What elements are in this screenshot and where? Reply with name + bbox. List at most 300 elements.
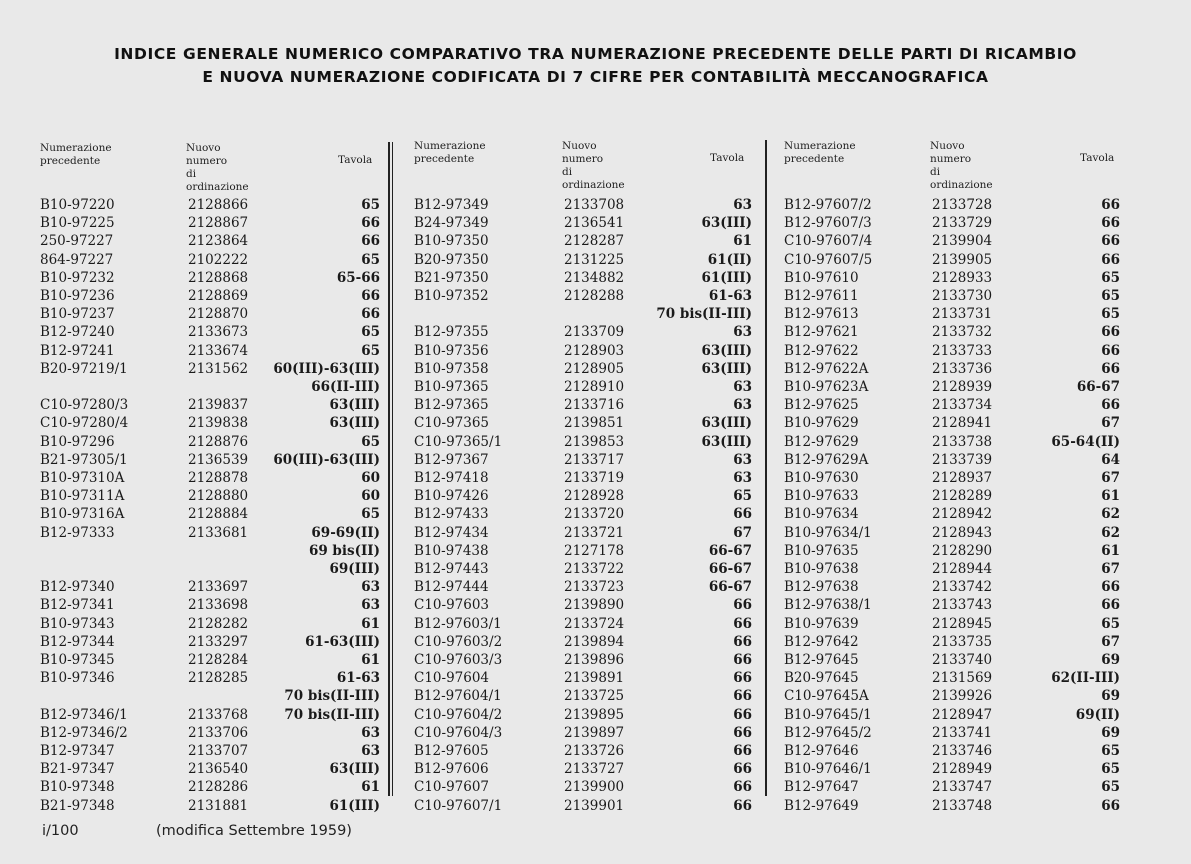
tavola-value: 63 (733, 451, 752, 468)
new-order-number: 2133721 (564, 524, 625, 541)
previous-number: B12-97605 (414, 743, 489, 759)
tavola-value: 63(III) (329, 397, 380, 414)
tavola-value: 63(III) (701, 415, 752, 432)
previous-number: B10-97236 (40, 288, 115, 304)
new-order-number: 2133733 (932, 342, 993, 359)
previous-number: C10-97607/4 (784, 233, 873, 250)
tavola-value: 63 (733, 324, 752, 341)
tavola-value: 66 (733, 761, 752, 778)
tavola-value: 63 (733, 197, 752, 213)
previous-number: B10-97426 (414, 488, 489, 505)
new-order-number: 2133706 (188, 724, 249, 741)
tavola-value: 66-67 (1076, 379, 1120, 395)
new-order-number: 2133723 (564, 579, 625, 596)
tavola-value: 65 (361, 342, 380, 359)
index-row (414, 596, 752, 614)
tavola-value: 61(III) (701, 269, 752, 286)
tavola-value: 66 (733, 633, 752, 650)
header-tavola: Tavola (1080, 152, 1115, 164)
previous-number: B12-97606 (414, 761, 489, 778)
page-number: i/100 (42, 823, 79, 839)
index-row (784, 214, 1120, 232)
new-order-number: 2133731 (932, 306, 993, 323)
new-order-number: 2128933 (932, 269, 993, 286)
index-row (784, 305, 1120, 323)
index-row (40, 251, 380, 269)
index-row (784, 797, 1120, 815)
previous-number: B12-97340 (40, 579, 115, 596)
tavola-value: 63 (733, 379, 752, 395)
tavola-value: 62 (1101, 524, 1120, 541)
new-order-number: 2133768 (188, 706, 249, 723)
new-order-number: 2128289 (932, 488, 993, 505)
tavola-value: 61-63 (336, 670, 380, 687)
index-row (784, 487, 1120, 505)
tavola-value: 61 (1101, 488, 1120, 505)
new-order-number: 2128866 (188, 197, 249, 213)
previous-number: 250-97227 (40, 233, 114, 250)
tavola-value: 67 (733, 524, 752, 541)
tavola-value: 60 (361, 470, 380, 486)
page-title-line-2: E NUOVA NUMERAZIONE CODIFICATA DI 7 CIFRE PER CONTABILITÀ MECCANOGRAFICA (202, 68, 989, 86)
previous-number: B20-97350 (414, 251, 489, 268)
new-order-number: 2128943 (932, 524, 993, 541)
index-row (414, 778, 752, 796)
index-row (414, 633, 752, 651)
index-row (414, 578, 752, 596)
tavola-value: 66 (1101, 579, 1120, 596)
tavola-value: 63 (361, 579, 380, 596)
new-order-number: 2128941 (932, 415, 993, 432)
previous-number: B20-97219/1 (40, 360, 128, 377)
tavola-value: 61(II) (707, 251, 752, 268)
header-tavola: Tavola (338, 154, 373, 166)
previous-number: B10-97225 (40, 215, 115, 232)
new-order-number: 2134882 (564, 269, 625, 286)
header-previous-numbering: Numerazione precedente (40, 142, 112, 167)
tavola-value: 61 (361, 615, 380, 632)
new-order-number: 2102222 (188, 251, 249, 268)
tavola-value: 64 (1101, 451, 1120, 468)
tavola-value: 66-67 (708, 579, 752, 596)
tavola-value: 66 (733, 706, 752, 723)
tavola-value: 65-64(II) (1051, 433, 1120, 450)
new-order-number: 2133738 (932, 433, 993, 450)
tavola-value: 69-69(II) (311, 524, 380, 541)
previous-number: B10-97350 (414, 233, 489, 250)
index-row (784, 505, 1120, 523)
new-order-number: 2139853 (564, 433, 625, 450)
previous-number: B10-97310A (40, 470, 125, 486)
new-order-number: 2128903 (564, 342, 625, 359)
previous-number: B10-97232 (40, 269, 115, 286)
new-order-number: 2133697 (188, 579, 249, 596)
new-order-number: 2128869 (188, 288, 249, 304)
previous-number: B10-97237 (40, 306, 115, 323)
index-row (40, 615, 380, 633)
new-order-number: 2133727 (564, 761, 625, 778)
tavola-value: 61 (733, 233, 752, 250)
index-row (784, 669, 1120, 687)
tavola-value: 65 (361, 197, 380, 213)
previous-number: B12-97349 (414, 197, 489, 213)
tavola-value: 66 (1101, 197, 1120, 213)
index-row (414, 487, 752, 505)
tavola-value: 67 (1101, 633, 1120, 650)
tavola-value: 66 (361, 215, 380, 232)
index-row (414, 378, 752, 396)
previous-number: B12-97346/1 (40, 706, 128, 723)
previous-number: B21-97348 (40, 797, 115, 814)
tavola-value: 60 (361, 488, 380, 505)
tavola-value: 61 (361, 779, 380, 796)
tavola-value: 66 (733, 779, 752, 796)
new-order-number: 2128284 (188, 652, 249, 668)
tavola-value: 63(III) (701, 215, 752, 232)
index-row (40, 323, 380, 341)
previous-number: B10-97645/1 (784, 706, 872, 723)
previous-number: B12-97645 (784, 652, 859, 668)
previous-number: B10-97639 (784, 615, 859, 632)
new-order-number: 2139891 (564, 670, 625, 687)
tavola-value: 66-67 (708, 561, 752, 577)
index-row (784, 615, 1120, 633)
index-row (784, 433, 1120, 451)
tavola-value: 66 (733, 615, 752, 632)
tavola-value: 66 (1101, 360, 1120, 377)
previous-number: B12-97642 (784, 633, 859, 650)
previous-number: B24-97349 (414, 215, 489, 232)
new-order-number: 2133747 (932, 779, 993, 796)
tavola-value: 66 (361, 233, 380, 250)
column-divider-2 (765, 140, 767, 796)
index-row (40, 542, 380, 560)
header-new-order-number: Nuovo numero di ordinazione (186, 142, 249, 193)
index-row (784, 342, 1120, 360)
previous-number: B12-97622A (784, 360, 869, 377)
previous-number: B10-97629 (784, 415, 859, 432)
new-order-number: 2133708 (564, 197, 625, 213)
new-order-number: 2128878 (188, 470, 249, 486)
index-row (784, 414, 1120, 432)
index-row (784, 323, 1120, 341)
tavola-value: 67 (1101, 561, 1120, 577)
index-row (40, 687, 380, 705)
new-order-number: 2133742 (932, 579, 993, 596)
new-order-number: 2139890 (564, 597, 625, 614)
index-row (414, 232, 752, 250)
previous-number: B10-97316A (40, 506, 125, 523)
previous-number: B10-97634 (784, 506, 859, 523)
new-order-number: 2133746 (932, 743, 993, 759)
new-order-number: 2133732 (932, 324, 993, 341)
index-row (40, 760, 380, 778)
tavola-value: 66 (1101, 342, 1120, 359)
new-order-number: 2128944 (932, 561, 993, 577)
new-order-number: 2133740 (932, 652, 993, 668)
index-row (784, 251, 1120, 269)
new-order-number: 2139837 (188, 397, 249, 414)
tavola-value: 65 (1101, 288, 1120, 304)
new-order-number: 2136540 (188, 761, 249, 778)
tavola-value: 63(III) (701, 342, 752, 359)
index-row (784, 724, 1120, 742)
new-order-number: 2133748 (932, 797, 993, 814)
tavola-value: 66 (361, 288, 380, 304)
header-previous-numbering: Numerazione precedente (784, 140, 856, 165)
new-order-number: 2127178 (564, 542, 625, 559)
previous-number: B12-97333 (40, 524, 115, 541)
previous-number: B10-97438 (414, 542, 489, 559)
previous-number: B10-97638 (784, 561, 859, 577)
previous-number: B10-97356 (414, 342, 489, 359)
previous-number: B10-97365 (414, 379, 489, 395)
index-row (414, 451, 752, 469)
previous-number: B12-97649 (784, 797, 859, 814)
tavola-value: 63 (733, 470, 752, 486)
index-row (784, 196, 1120, 214)
tavola-value: 66 (733, 652, 752, 668)
index-row (40, 196, 380, 214)
previous-number: B10-97633 (784, 488, 859, 505)
new-order-number: 2139905 (932, 251, 993, 268)
tavola-value: 63 (361, 724, 380, 741)
new-order-number: 2133724 (564, 615, 625, 632)
index-row (414, 542, 752, 560)
previous-number: C10-97365 (414, 415, 490, 432)
tavola-value: 66 (733, 797, 752, 814)
new-order-number: 2133726 (564, 743, 625, 759)
previous-number: B12-97638 (784, 579, 859, 596)
new-order-number: 2131225 (564, 251, 625, 268)
new-order-number: 2133716 (564, 397, 625, 414)
previous-number: C10-97365/1 (414, 433, 503, 450)
index-row (784, 232, 1120, 250)
previous-number: C10-97280/4 (40, 415, 129, 432)
tavola-value: 61-63 (708, 288, 752, 304)
index-row (784, 633, 1120, 651)
new-order-number: 2133743 (932, 597, 993, 614)
new-order-number: 2139851 (564, 415, 625, 432)
previous-number: B12-97444 (414, 579, 489, 596)
tavola-value: 65 (361, 433, 380, 450)
header-previous-numbering: Numerazione precedente (414, 140, 486, 165)
new-order-number: 2136539 (188, 451, 249, 468)
index-row (784, 469, 1120, 487)
header-tavola: Tavola (710, 152, 745, 164)
index-row (784, 706, 1120, 724)
tavola-value: 65 (361, 506, 380, 523)
previous-number: B10-97358 (414, 360, 489, 377)
previous-number: B12-97344 (40, 633, 115, 650)
index-row (40, 414, 380, 432)
index-row (414, 360, 752, 378)
header-new-order-number: Nuovo numero di ordinazione (562, 140, 625, 191)
new-order-number: 2139900 (564, 779, 625, 796)
tavola-value: 61 (361, 652, 380, 668)
previous-number: B12-97603/1 (414, 615, 502, 632)
index-row (784, 396, 1120, 414)
tavola-value: 66 (361, 306, 380, 323)
tavola-value: 63 (361, 597, 380, 614)
new-order-number: 2139894 (564, 633, 625, 650)
new-order-number: 2133673 (188, 324, 249, 341)
tavola-value: 70 bis(II-III) (656, 306, 752, 323)
index-row (414, 396, 752, 414)
index-row (784, 651, 1120, 669)
index-row (784, 360, 1120, 378)
index-row (414, 414, 752, 432)
previous-number: B10-97311A (40, 488, 125, 505)
new-order-number: 2139838 (188, 415, 249, 432)
previous-number: B10-97623A (784, 379, 869, 395)
index-row (414, 505, 752, 523)
index-row (414, 196, 752, 214)
index-row (414, 524, 752, 542)
previous-number: C10-97607 (414, 779, 490, 796)
new-order-number: 2133698 (188, 597, 249, 614)
previous-number: B10-97345 (40, 652, 115, 668)
tavola-value: 63(III) (701, 433, 752, 450)
tavola-value: 63 (733, 397, 752, 414)
previous-number: B21-97350 (414, 269, 489, 286)
new-order-number: 2128949 (932, 761, 993, 778)
index-row (414, 323, 752, 341)
previous-number: B21-97347 (40, 761, 115, 778)
previous-number: B12-97647 (784, 779, 859, 796)
index-row (40, 451, 380, 469)
index-row (414, 560, 752, 578)
index-row (414, 469, 752, 487)
previous-number: B10-97296 (40, 433, 115, 450)
tavola-value: 67 (1101, 470, 1120, 486)
new-order-number: 2133719 (564, 470, 625, 486)
tavola-value: 66 (1101, 797, 1120, 814)
index-row (414, 706, 752, 724)
column-divider-1b (392, 142, 393, 796)
tavola-value: 65 (1101, 306, 1120, 323)
index-row (414, 724, 752, 742)
new-order-number: 2131569 (932, 670, 993, 687)
new-order-number: 2139926 (932, 688, 993, 705)
new-order-number: 2128939 (932, 379, 993, 395)
index-row (784, 596, 1120, 614)
index-row (414, 251, 752, 269)
new-order-number: 2133728 (932, 197, 993, 213)
new-order-number: 2128942 (932, 506, 993, 523)
previous-number: C10-97603/3 (414, 652, 503, 668)
tavola-value: 66 (1101, 233, 1120, 250)
index-row (40, 469, 380, 487)
index-row (40, 724, 380, 742)
previous-number: C10-97607/1 (414, 797, 503, 814)
tavola-value: 65 (1101, 269, 1120, 286)
tavola-value: 61-63(III) (305, 633, 380, 650)
tavola-value: 65 (1101, 615, 1120, 632)
page-title-line-1: INDICE GENERALE NUMERICO COMPARATIVO TRA NUMERAZIONE PRECEDENTE DELLE PARTI DI RICAMBIO (114, 45, 1077, 63)
new-order-number: 2128286 (188, 779, 249, 796)
tavola-value: 65 (1101, 743, 1120, 759)
tavola-value: 66(II-III) (311, 379, 380, 395)
tavola-value: 69(II) (1075, 706, 1120, 723)
index-row (40, 505, 380, 523)
previous-number: C10-97603 (414, 597, 490, 614)
tavola-value: 60(III)-63(III) (273, 451, 380, 468)
index-row (40, 287, 380, 305)
index-row (40, 305, 380, 323)
index-row (414, 342, 752, 360)
new-order-number: 2133730 (932, 288, 993, 304)
tavola-value: 70 bis(II-III) (284, 688, 380, 705)
tavola-value: 66 (733, 743, 752, 759)
index-row (40, 706, 380, 724)
index-row (784, 451, 1120, 469)
tavola-value: 66 (733, 688, 752, 705)
tavola-value: 66 (1101, 397, 1120, 414)
previous-number: B12-97613 (784, 306, 859, 323)
new-order-number: 2123864 (188, 233, 249, 250)
new-order-number: 2133739 (932, 451, 993, 468)
index-row (784, 578, 1120, 596)
previous-number: B12-97418 (414, 470, 489, 486)
previous-number: C10-97604/3 (414, 724, 503, 741)
tavola-value: 66 (1101, 251, 1120, 268)
new-order-number: 2133734 (932, 397, 993, 414)
index-row (40, 633, 380, 651)
index-row (784, 760, 1120, 778)
new-order-number: 2128867 (188, 215, 249, 232)
tavola-value: 63(III) (329, 761, 380, 778)
previous-number: B12-97645/2 (784, 724, 872, 741)
tavola-value: 69 (1101, 724, 1120, 741)
previous-number: B12-97365 (414, 397, 489, 414)
tavola-value: 66-67 (708, 542, 752, 559)
index-row (414, 305, 752, 323)
previous-number: C10-97607/5 (784, 251, 873, 268)
previous-number: B10-97646/1 (784, 761, 872, 778)
index-row (414, 797, 752, 815)
previous-number: B10-97634/1 (784, 524, 872, 541)
previous-number: B10-97630 (784, 470, 859, 486)
new-order-number: 2128945 (932, 615, 993, 632)
new-order-number: 2128928 (564, 488, 625, 505)
index-row (784, 560, 1120, 578)
previous-number: B12-97629A (784, 451, 869, 468)
tavola-value: 65 (733, 488, 752, 505)
tavola-value: 66 (1101, 324, 1120, 341)
tavola-value: 61 (1101, 542, 1120, 559)
index-row (40, 487, 380, 505)
previous-number: B20-97645 (784, 670, 859, 687)
new-order-number: 2128290 (932, 542, 993, 559)
tavola-value: 69(III) (329, 561, 380, 577)
index-row (40, 596, 380, 614)
tavola-value: 66 (733, 506, 752, 523)
index-row (40, 214, 380, 232)
new-order-number: 2139897 (564, 724, 625, 741)
tavola-value: 69 bis(II) (308, 542, 380, 559)
previous-number: B12-97607/3 (784, 215, 872, 232)
previous-number: C10-97603/2 (414, 633, 503, 650)
new-order-number: 2133741 (932, 724, 993, 741)
new-order-number: 2128282 (188, 615, 249, 632)
tavola-value: 66 (1101, 597, 1120, 614)
previous-number: B12-97434 (414, 524, 489, 541)
index-row (40, 669, 380, 687)
index-row (40, 360, 380, 378)
index-row (414, 760, 752, 778)
new-order-number: 2128876 (188, 433, 249, 450)
